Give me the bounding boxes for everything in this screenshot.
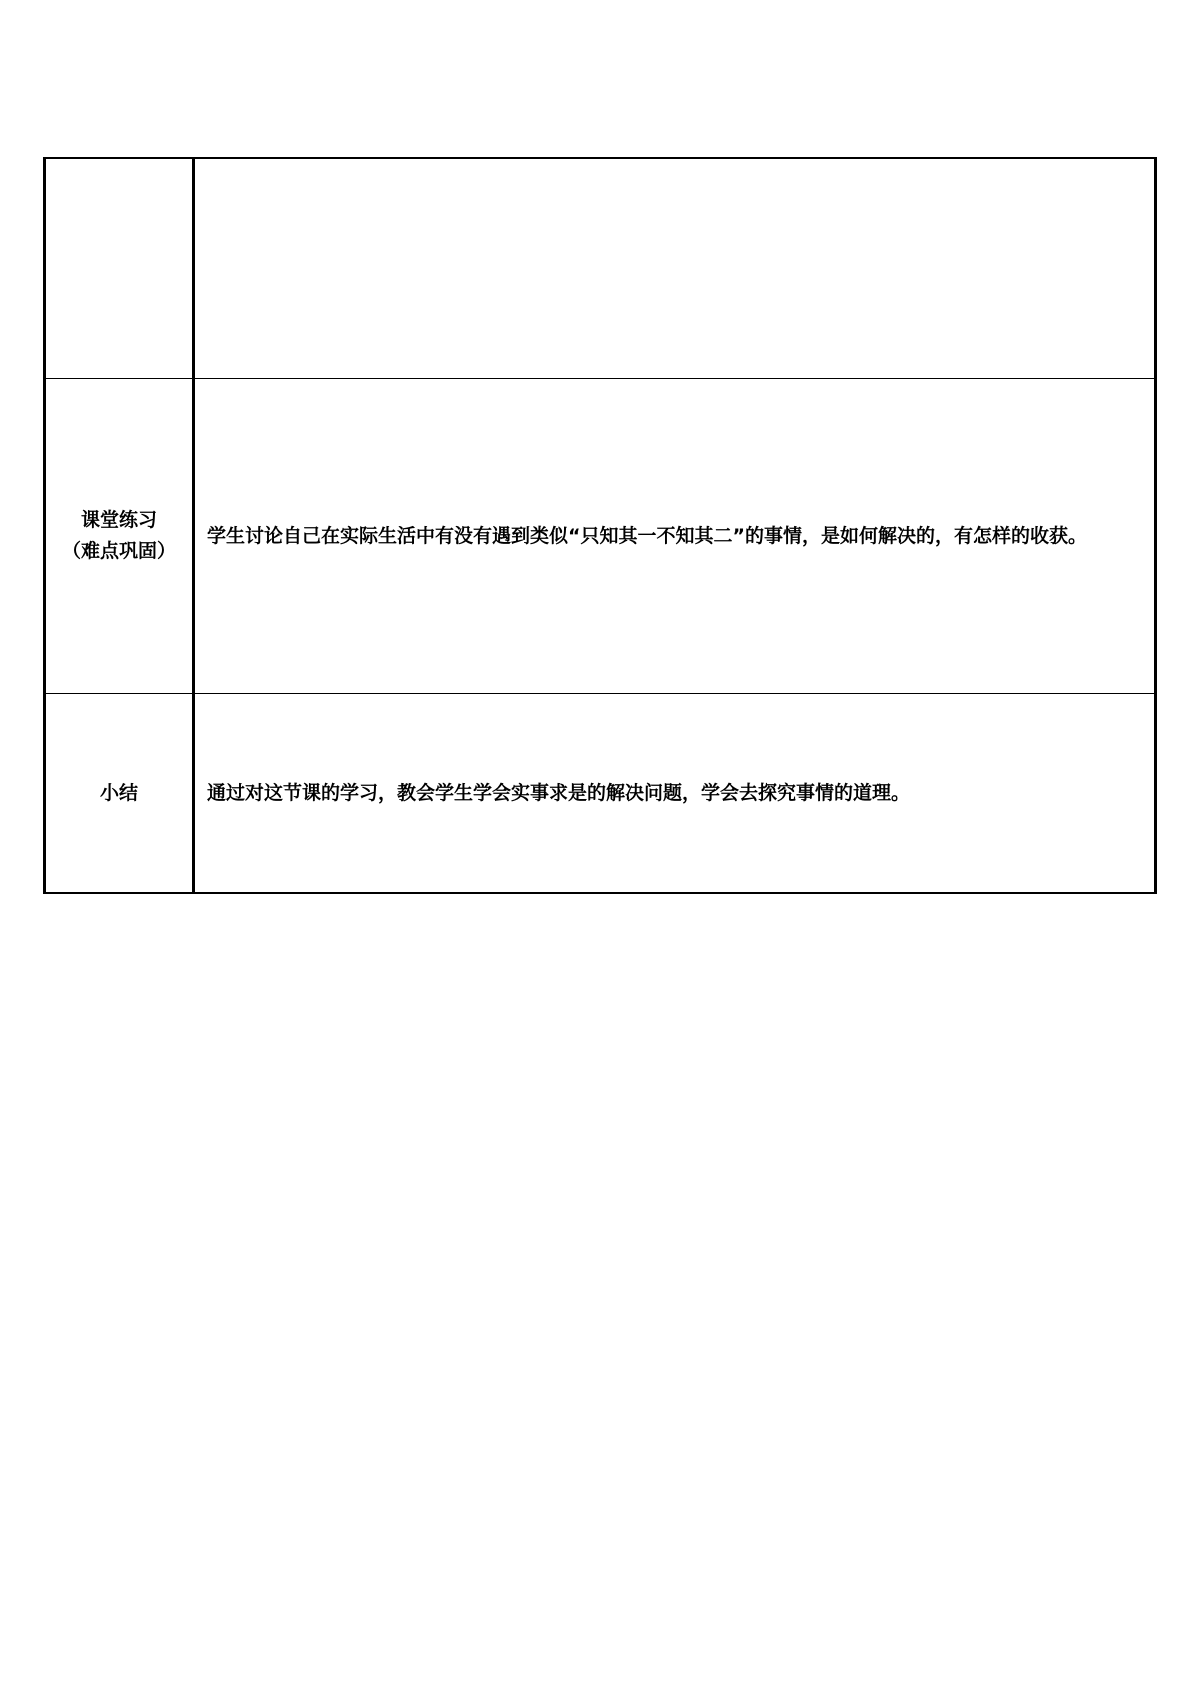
row-content-cell bbox=[194, 158, 1156, 379]
row-label-cell bbox=[45, 379, 194, 694]
row-label-line: 小结 bbox=[99, 781, 138, 804]
table-row bbox=[45, 158, 1156, 379]
table-row bbox=[45, 694, 1156, 894]
table-row bbox=[45, 379, 1156, 694]
row-content-cell: 通过对这节课的学习，教会学生学会实事求是的解决问题，学会去探究事情的道理。 bbox=[194, 694, 1156, 894]
row-label-line: （难点巩固） bbox=[61, 540, 176, 562]
row-label-cell bbox=[45, 158, 194, 379]
lesson-plan-table bbox=[43, 157, 1157, 894]
row-content-cell: 学生讨论自己在实际生活中有没有遇到类似“只知其一不知其二”的事情，是如何解决的，有怎样的收获。 bbox=[194, 379, 1156, 694]
row-label-line: 课堂练习 bbox=[80, 509, 157, 531]
row-label-cell bbox=[45, 694, 194, 894]
